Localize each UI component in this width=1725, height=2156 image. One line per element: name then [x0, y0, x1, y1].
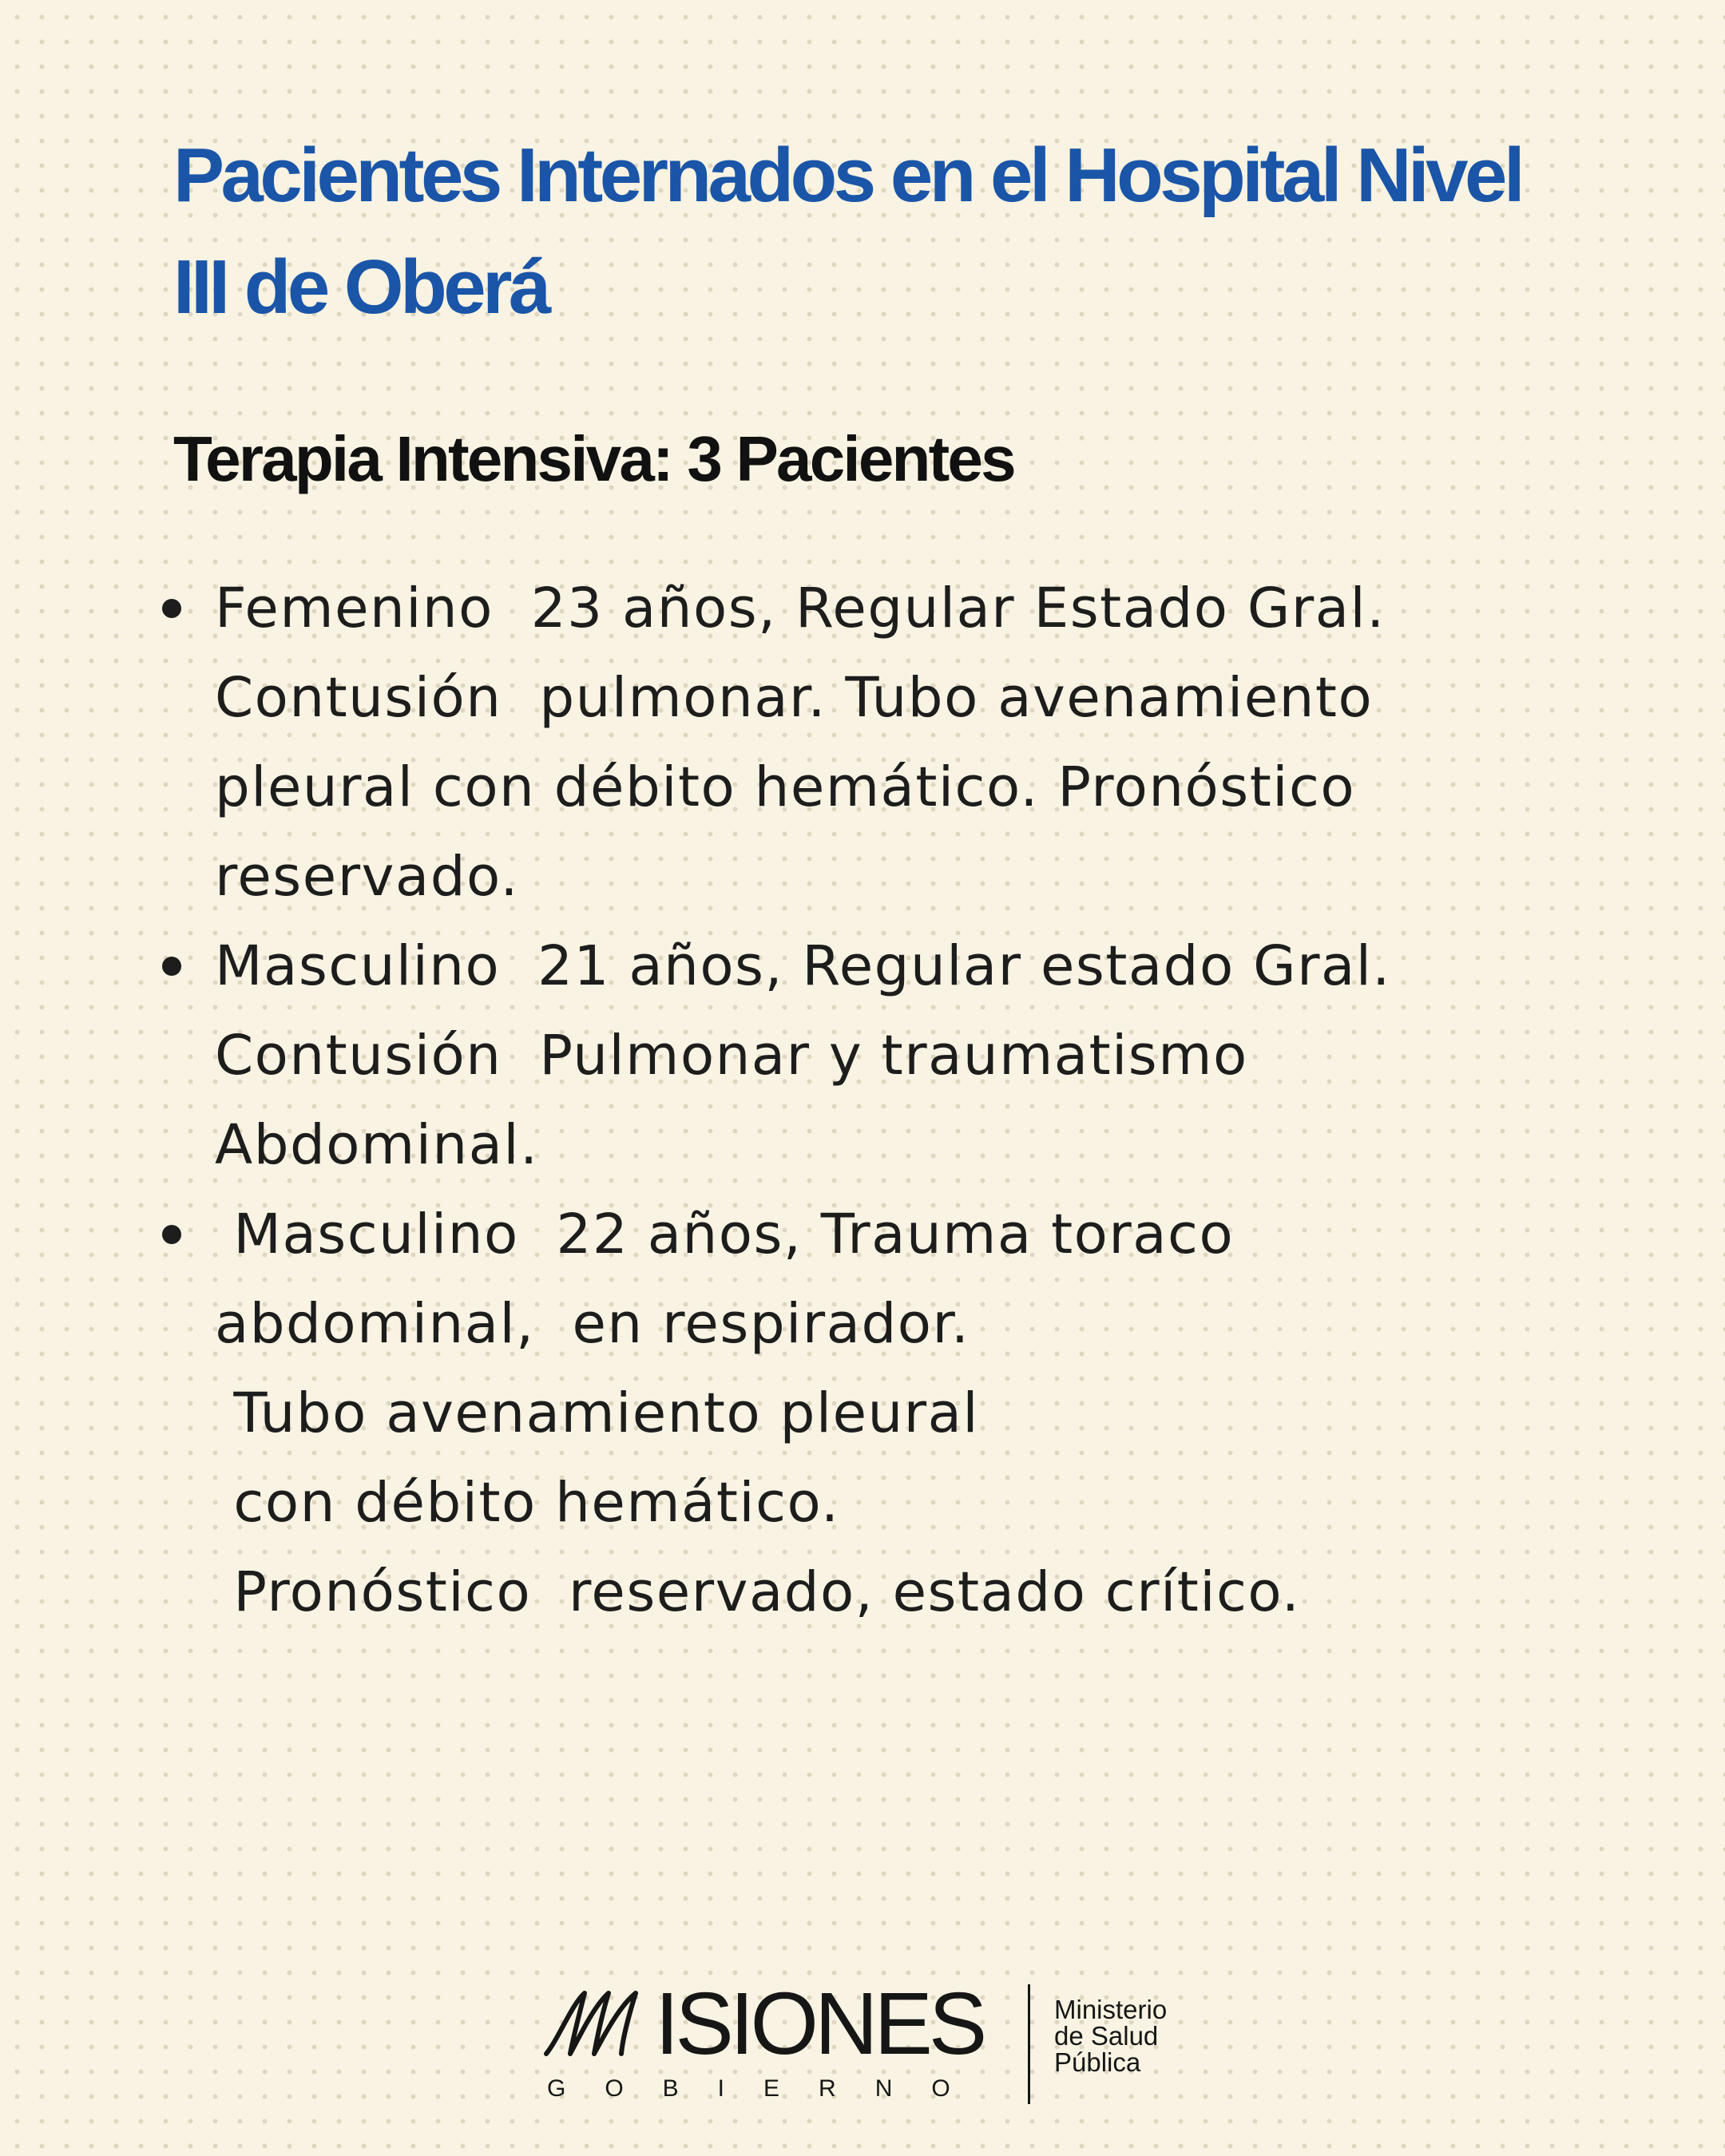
ministry-label — [1054, 1996, 1167, 2075]
logo-word-text: ISIONES — [655, 1975, 984, 2073]
patient-list — [157, 564, 1579, 1637]
list-item-line: Femenino 23 años, Regular Estado Gral. — [215, 577, 1386, 640]
list-item-line: reservado. — [215, 845, 519, 909]
list-item-line: con débito hemático. — [215, 1471, 840, 1535]
list-item-line: Abdominal. — [215, 1113, 539, 1177]
ministry-line: Ministerio — [1054, 1995, 1168, 2024]
list-item — [157, 921, 1579, 1190]
bullet-icon — [162, 957, 181, 976]
logo-script-m-icon — [543, 1987, 655, 2059]
list-item-line: pleural con débito hemático. Pronóstico — [215, 755, 1356, 819]
list-item-line: Tubo avenamiento pleural — [215, 1381, 980, 1445]
logo-divider — [1028, 1984, 1030, 2104]
ministry-line: Pública — [1054, 2047, 1141, 2077]
list-item-line: abdominal, en respirador. — [215, 1292, 970, 1356]
list-item — [157, 1190, 1579, 1637]
section-heading: Terapia Intensiva: 3 Pacientes — [173, 423, 1014, 494]
list-item-line: Pronóstico reservado, estado crítico. — [215, 1560, 1301, 1624]
list-item-line: Contusión Pulmonar y traumatismo — [215, 1024, 1248, 1088]
list-item-line: Masculino 22 años, Trauma toraco — [215, 1203, 1235, 1266]
ministry-line: de Salud — [1054, 2021, 1159, 2051]
page-title: Pacientes Internados en el Hospital Nivel III de Oberá — [173, 133, 1522, 330]
bullet-icon — [162, 599, 181, 618]
misiones-gobierno-logo — [543, 1975, 1198, 2102]
bullet-icon — [162, 1225, 181, 1244]
logo-wordmark — [543, 1975, 990, 2073]
list-item-line: Contusión pulmonar. Tubo avenamiento — [215, 666, 1374, 730]
logo-subtitle: GOBIERNO — [547, 2075, 989, 2102]
list-item — [157, 564, 1579, 921]
list-item-line: Masculino 21 años, Regular estado Gral. — [215, 934, 1391, 998]
